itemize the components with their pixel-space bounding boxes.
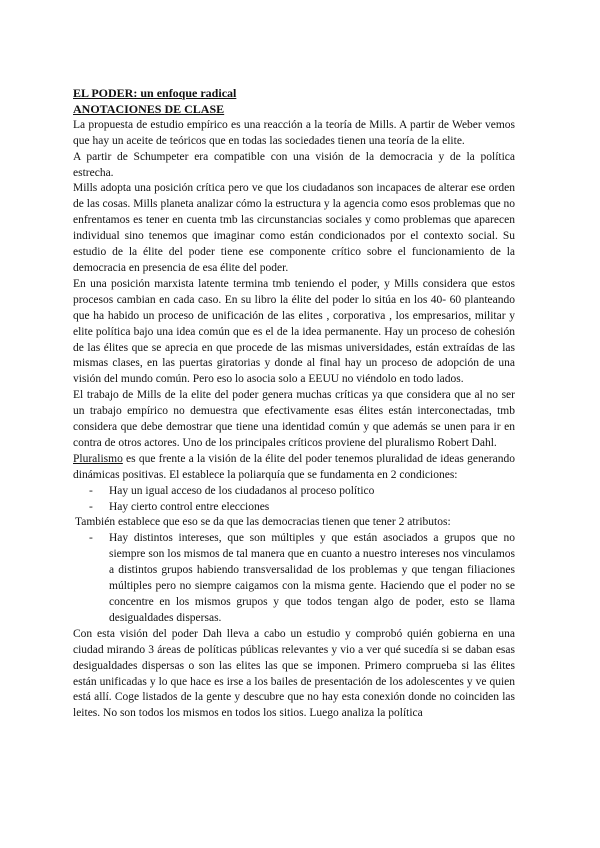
list-item: - Hay cierto control entre elecciones	[109, 500, 515, 516]
paragraph-6-text: es que frente a la visión de la élite del poder tenemos pluralidad de ideas generando dinámicas positivas. El establece la poliarquía que se fundamenta en 2 condiciones:	[73, 452, 515, 481]
list-item: - Hay distintos intereses, que son múltiples y que están asociados a grupos que no siempre son los mismos de tal manera que en cuanto a nuestro intereses nos vinculamos a distintos grupos habiendo transversalidad de los problemas y que tengan filiaciones múltiples pero no siempre caigamos con la misma gente. Haciendo que el poder no se concentre en los mismos grupos y que todos tengan algo de poder, esto se llama desigualdades dispersas.	[109, 531, 515, 626]
paragraph-1: La propuesta de estudio empírico es una reacción a la teoría de Mills. A partir de Weber vemos que hay un aceite de teóricos que en todas las sociedades tienen una teoría de la elite.	[73, 118, 515, 147]
paragraph-6	[73, 452, 515, 484]
document-subtitle: ANOTACIONES DE CLASE	[73, 101, 225, 116]
attributes-list	[73, 531, 515, 626]
paragraph-4: En una posición marxista latente termina tmb teniendo el poder, y Mills considera que estos procesos cambian en cada caso. En su libro la élite del poder lo sitúa en los 40- 60 planteando que ha habido un proceso de unificación de las elites , corporativa , los empresarios, militar y elite política bajo una idea común que es el de la idea permanente. Hay un proceso de cohesión de las élites que se aprecia en que procede de las mismas universidades, están extraídas de las mismas clases, en las puertas giratorias y donde al final hay un proceso de adopción de una visión del mundo común. Pero eso lo asocia solo a EEUU no viéndolo en todo lados.	[73, 277, 515, 386]
paragraph-8: Con esta visión del poder Dah lleva a cabo un estudio y comprobó quién gobierna en una ciudad mirando 3 áreas de políticas públicas relevantes y vio a ver qué sucedía si se daban esas desigualdades dispersas o son las elites las que se imponen. Primero comprueba si las élites están unificadas y lo que hace es irse a los bailes de presentación de los adolescentes y ve quien está allí. Coge listados de la gente y descubre que no hay esta conexión donde no coinciden las leites. No son todos los mismos en todos los sitios. Luego analiza la política	[73, 627, 515, 720]
paragraph-7: También establece que eso se da que las democracias tienen que tener 2 atributos:	[75, 516, 451, 529]
document-page	[73, 86, 515, 722]
paragraph-2: A partir de Schumpeter era compatible con una visión de la democracia y de la política estrecha.	[73, 150, 515, 179]
paragraph-5: El trabajo de Mills de la elite del poder genera muchas críticas ya que considera que al no ser un trabajo empírico no demuestra que efectivamente esas élites están interconectadas, tmb considera que debe demostrar que tiene una identidad común y que además se unen para ir en contra de otros actores. Uno de los principales críticos proviene del pluralismo Robert Dahl.	[73, 389, 515, 449]
list-item: - Hay un igual acceso de los ciudadanos al proceso político	[109, 484, 515, 500]
conditions-list	[73, 484, 515, 516]
pluralismo-term: Pluralismo	[73, 452, 123, 465]
paragraph-3: Mills adopta una posición crítica pero ve que los ciudadanos son incapaces de alterar ese orden de las cosas. Mills planeta analizar cómo la estructura y la agencia como esos problemas que no enfrentamos es tener en cuenta tmb las circunstancias sociales y como problemas que aparecen individual sino tenemos que imaginar como están condicionados por el contexto social. Su estudio de la élite del poder tiene ese componente crítico sobre el funcionamiento de la democracia en presencia de esa élite del poder.	[73, 182, 515, 274]
document-title: EL PODER: un enfoque radical	[73, 86, 237, 100]
